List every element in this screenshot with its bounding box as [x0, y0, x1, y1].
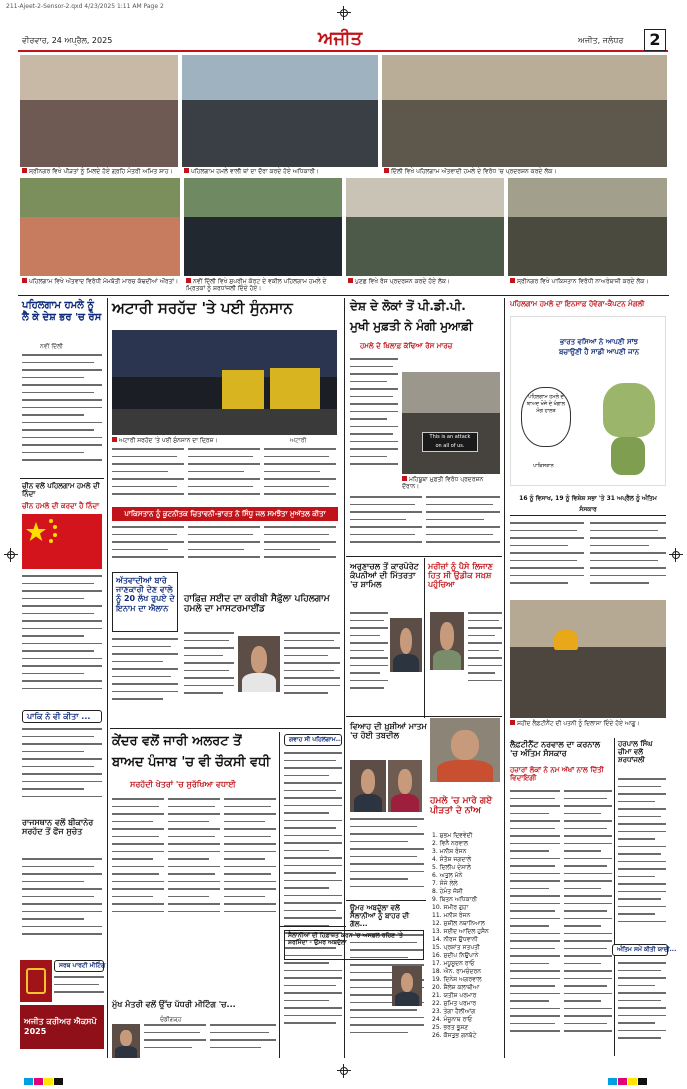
byline: ਨਵੀਂ ਦਿੱਲੀ	[40, 343, 63, 350]
byline: ਅਟਾਰੀ	[290, 437, 307, 444]
photo-caption: ਪਹਿਲਗਾਮ ਹਮਲੇ ਵਾਲੀ ਥਾਂ ਦਾ ਦੌਰਾ ਕਰਦੇ ਹੋਏ ਅਧਿਕਾਰੀ।	[184, 168, 378, 176]
article-text	[188, 448, 260, 503]
headline-survivor: ਮਰੀਜ਼ਾਂ ਨੂੰ ਪੈਸੇ ਲਿਜਾਣ ਹਿਤ ਸੀ ਉਡੀਕ ਸਖ਼ਸ਼ ਪਹੁੰਚਿਆ	[428, 562, 493, 590]
mini-headline: ਪਾਕਿ ਨੇ ਵੀ ਕੀਤਾ ...	[22, 710, 102, 723]
cartoon-caption: 16 ਨੂੰ ਵਿਸਾਖ, 19 ਨੂੰ ਵਿਸ਼ੇਸ਼ ਸਭਾ 'ਤੇ 31 ਅਪ੍ਰੈਲ ਨੂੰ ਅੰਤਿਮ ਸੰਸਕਾਰ	[510, 492, 666, 516]
list-item: 26. ਕੌਸਤੁਭ ਗਨਬੋਟੇ	[432, 1032, 477, 1039]
portrait-omar	[392, 966, 422, 1006]
issue-date: ਵੀਰਵਾਰ, 24 ਅਪ੍ਰੈਲ, 2025	[22, 36, 113, 45]
newspaper-logo: ਅਜੀਤ	[318, 28, 363, 49]
color-swatch	[54, 1078, 63, 1085]
article-text	[112, 638, 178, 713]
crosshair-icon	[337, 1064, 351, 1078]
divider	[424, 558, 425, 718]
list-item: 7. ਸੰਜੇ ਲੇਲੇ	[432, 880, 458, 887]
photo-candle-march	[20, 178, 180, 276]
expo-banner: ਅਜੀਤ ਕਰੀਅਰ ਐਕਸਪੋ 2025	[20, 1005, 104, 1049]
story-box-omar: ਸੈਲਾਨੀਆਂ ਦੀ ਹਿਫ਼ਾਜ਼ਤ ਕਰਨ 'ਚ ਅਸਫ਼ਲ ਰਹਿਣ 'ਤੇ ਸ਼ਰਮਿੰਦਾ - ਉਮਰ ਅਬਦੁੱਲਾ	[284, 930, 424, 960]
crosshair-icon	[4, 548, 18, 562]
headline-alert: ਬਾਅਦ ਪੰਜਾਬ 'ਚ ਵੀ ਚੌਕਸੀ ਵਧੀ	[112, 755, 271, 770]
list-item: 11. ਮਨੀਸ਼ ਰੰਜਨ	[432, 912, 471, 919]
list-item: 23. ਤੇਗਾ ਹੈਲੀਆਂਗ	[432, 1008, 476, 1015]
mini-headline: ਸਰਬ ਪਾਰਟੀ ਮੀਟਿੰਗ	[54, 960, 104, 972]
divider	[20, 478, 104, 479]
divider	[614, 738, 615, 1056]
headline-mehbooba: ਮੁਖੀ ਮੁਫ਼ਤੀ ਨੇ ਮੰਗੀ ਮੁਆਫ਼ੀ	[350, 319, 473, 333]
photo-poonch-protest	[346, 178, 504, 276]
article-text	[168, 798, 220, 938]
photo-supreme-court-lawyers	[184, 178, 342, 276]
headline-attari: ਅਟਾਰੀ ਸਰਹੱਦ 'ਤੇ ਪਈ ਸੁੰਨਸਾਨ	[112, 299, 293, 317]
list-item: 20. ਸ਼ੈਲੇਸ਼ ਕਲਾਥੀਆ	[432, 984, 480, 991]
color-swatch	[24, 1078, 33, 1085]
list-item: 13. ਸਈਦ ਆਦਿਲ ਹੁਸੈਨ	[432, 928, 489, 935]
headline-victims: ਹਮਲੇ 'ਚ ਮਾਰੇ ਗਏ ਪੀੜਤਾਂ ਦੇ ਨਾਂਅ	[430, 796, 493, 817]
article-text	[350, 358, 398, 493]
photo-bathinda-tribute	[510, 600, 666, 718]
protest-sign: This is an attack on all of us.	[422, 432, 478, 452]
list-item: 15. ਪ੍ਰਸ਼ਾਂਤ ਸਤਪਤੀ	[432, 944, 480, 951]
mini-headline: ਗਵਾਹ ਸੀ ਪਹਿਲਗਾਮ...	[284, 734, 342, 746]
portrait-saifullah	[238, 636, 280, 692]
portrait-survivor	[430, 612, 464, 670]
photo-caption: ਸ੍ਰੀਨਗਰ ਵਿਖੇ ਪੀੜਤਾਂ ਨੂੰ ਮਿਲਦੇ ਹੋਏ ਗ੍ਰਹਿ ਮੰਤਰੀ ਅਮਿਤ ਸ਼ਾਹ।	[22, 168, 178, 176]
photo-caption: ਪਹਿਲਗਾਮ ਵਿਖੇ ਅੱਤਵਾਦ ਵਿਰੋਧੀ ਮੋਮਬੱਤੀ ਮਾਰਚ ਕੱਢਦੀਆਂ ਔਰਤਾਂ।	[22, 278, 180, 293]
photo-mehbooba-protest	[402, 372, 500, 474]
article-text	[144, 1024, 206, 1060]
cartoon-thought: ਪਹਿਲਗਾਮ ਹਮਲੇ ਦੇ ਬਾਅਦ ਖੋਜੇ ਦੇ ਖੰਗਾਲ ਮੰਗ ਹਾਲਤ	[521, 387, 571, 447]
article-text	[210, 1024, 276, 1060]
photo-caption: ਨਵੀਂ ਦਿੱਲੀ ਵਿਖੇ ਸੁਪਰੀਮ ਕੋਰਟ ਦੇ ਵਕੀਲ ਪਹਿਲਗਾਮ ਹਮਲੇ ਦੇ ਮ੍ਰਿਤਕਾਂ ਨੂੰ ਸ਼ਰਧਾਂਜਲੀ ਦਿੰਦੇ ਹੋਏ।	[186, 278, 327, 292]
article-text	[426, 496, 500, 551]
divider	[346, 900, 426, 901]
headline-alert: ਕੇਂਦਰ ਵਲੋਂ ਜਾਰੀ ਅਲਰਟ ਤੋਂ	[112, 734, 242, 749]
color-swatch	[628, 1078, 637, 1085]
subheadline: ਹਜ਼ਾਰਾਂ ਲੋਕਾਂ ਨੇ ਨਮ ਅੱਖਾਂ ਨਾਲ ਦਿੱਤੀ ਵਿਦਾਇਗੀ	[510, 766, 604, 783]
article-text	[22, 858, 102, 953]
list-item: 9. ਬਿਤਨ ਅਧਿਕਾਰੀ	[432, 896, 478, 903]
divider	[280, 926, 346, 927]
article-text	[618, 778, 666, 938]
headline: ਰਾਜਸਥਾਨ ਵਲੋਂ ਬੀਕਾਨੇਰ ਸਰਹੱਦ ਤੋਂ ਫੌਜ ਸੁਚੇਤ	[22, 818, 94, 837]
photo-amit-shah	[20, 55, 178, 167]
subheadline: ਸਰਹੱਦੀ ਖੇਤਰਾਂ 'ਚ ਸੁਰੱਖਿਆ ਵਧਾਈ	[130, 780, 236, 789]
headline-cheema: ਹਰਪਾਲ ਸਿੰਘ ਚੀਮਾ ਵਲੋਂ ਸ਼ਰਧਾਂਜਲੀ	[618, 740, 653, 765]
article-text	[590, 522, 666, 596]
color-swatch	[44, 1078, 53, 1085]
list-item: 14. ਨੀਰਜ ਉਧਵਾਨੀ	[432, 936, 478, 943]
article-text	[350, 818, 424, 898]
subheadline: ਚੀਨ ਹਮਲੇ ਦੀ ਕਰਦਾ ਹੈ ਨਿੰਦਾ	[22, 502, 100, 510]
divider	[346, 556, 502, 557]
expo-logo-icon	[20, 960, 52, 1002]
article-text	[184, 632, 234, 712]
headline-omar: ਉਮਰ ਅਬਦੁੱਲਾ ਵਲੋਂ ਸੈਲਾਨੀਆਂ ਨੂੰ ਬਾਹਰ ਦੀ ਗੱਲ...	[350, 904, 410, 929]
portrait-bride	[388, 760, 422, 812]
crosshair-icon	[669, 548, 683, 562]
article-text	[112, 448, 184, 503]
list-item: 3. ਮਨੀਸ਼ ਰੰਜਨ	[432, 848, 467, 855]
photo-caption: ਮਹਿਬੂਬਾ ਮੁਫ਼ਤੀ ਵਿਰੋਧ ਪ੍ਰਦਰਸ਼ਨ ਦੌਰਾਨ।	[402, 476, 484, 490]
headline-cartoon: ਪਹਿਲਗਾਮ ਹਮਲੇ ਦਾ ਇਨਸਾਫ਼ ਹੋਵੇਗਾ-ਕੈਪਟਨ ਮੰਗਲੀ	[510, 300, 645, 308]
photo-caption: ਪੁਣਛ ਵਿਖੇ ਰੋਸ ਪ੍ਰਦਰਸ਼ਨ ਕਰਦੇ ਹੋਏ ਲੋਕ।	[348, 278, 504, 293]
photo-caption: ਅਟਾਰੀ ਸਰਹੱਦ 'ਤੇ ਪਈ ਸੁੰਨਸਾਨ ਦਾ ਦ੍ਰਿਸ਼।	[112, 437, 272, 445]
headline-vinay: ਵਿਆਹ ਦੀ ਖ਼ੁਸ਼ੀਆਂ ਮਾਤਮ 'ਚ ਹੋਈ ਤਬਦੀਲ	[350, 722, 427, 741]
print-info: 211-Ajeet-2-Sensor-2.qxd 4/23/2025 1:11 AM Page 2	[6, 3, 164, 10]
article-text	[22, 728, 102, 813]
article-text	[22, 575, 102, 703]
article-text	[264, 448, 336, 503]
list-item: 6. ਅਤੁਲ ਮੋਨੇ	[432, 872, 463, 879]
article-text	[350, 496, 422, 551]
color-swatch	[618, 1078, 627, 1085]
photo-caption: ਦਿੱਲੀ ਵਿਖੇ ਪਹਿਲਗਾਮ ਅੱਤਵਾਦੀ ਹਮਲੇ ਦੇ ਵਿਰੋਧ 'ਚ ਪ੍ਰਦਰਸ਼ਨ ਕਰਦੇ ਲੋਕ।	[384, 168, 667, 176]
cartoon-figure	[611, 437, 645, 475]
divider	[279, 732, 280, 1058]
article-text	[112, 798, 164, 938]
cartoon-speech: ਭਾਰਤ ਵਸਿਆਂ ਨੇ ਆਪਣੀ ਸਾਂਝ ਬਚਾਉਣੀ ਹੈ ਸਾਡੀ ਆਪਣੀ ਜਾਨ	[559, 338, 639, 356]
headline-narwal: ਲੈਫ਼ਟੀਨੈਂਟ ਨਰਵਾਲ ਦਾ ਕਰਨਾਲ 'ਚ ਅੰਤਿਮ ਸੰਸਕਾਰ	[510, 740, 601, 759]
headline-mehbooba: ਦੇਸ਼ ਦੇ ਲੋਕਾਂ ਤੋਂ ਪੀ.ਡੀ.ਪੀ.	[350, 299, 466, 313]
article-text	[284, 632, 340, 712]
photo-officials-visit	[182, 55, 378, 167]
mini-headline: ਅੰਤਿਮ ਸਮੇਂ ਕੀਤੀ ਯਾਦੀ...	[612, 944, 668, 956]
cartoon-figure	[603, 383, 655, 437]
portrait-victim-main	[430, 718, 500, 782]
portrait-victim	[390, 618, 422, 672]
article-text	[284, 752, 342, 1052]
portrait-vinay	[350, 760, 386, 812]
portrait-cm	[112, 1024, 140, 1058]
cartoon: ਭਾਰਤ ਵਸਿਆਂ ਨੇ ਆਪਣੀ ਸਾਂਝ ਬਚਾਉਣੀ ਹੈ ਸਾਡੀ ਆਪਣੀ ਜਾਨ ਪਹਿਲਗਾਮ ਹਮਲੇ ਦੇ ਬਾਅਦ ਖੋਜੇ ਦੇ ਖੰਗਾਲ ਮੰਗ ਹਾਲਤ ਪਾਕਿਸਤਾਨ	[510, 316, 666, 486]
headline-cm: ਮੁੱਖ ਮੰਤਰੀ ਵਲੋਂ ਉੱਚ ਪੱਧਰੀ ਮੀਟਿੰਗ 'ਚ...	[112, 1000, 236, 1009]
article-text	[54, 976, 104, 1002]
list-item: 17. ਮਧੂਸੂਦਨ ਰਾਓ	[432, 960, 475, 967]
divider	[110, 728, 342, 729]
color-swatch	[608, 1078, 617, 1085]
list-item: 4. ਸੰਤੋਸ਼ ਜਗਦਾਲੇ	[432, 856, 472, 863]
article-text	[224, 798, 276, 938]
list-item: 19. ਦਿਨੇਸ਼ ਅਗਰਵਾਲ	[432, 976, 482, 983]
list-item: 5. ਦਿਲੀਪ ਦੇਸਾਲੇ	[432, 864, 471, 871]
article-text	[264, 526, 336, 568]
color-swatch	[34, 1078, 43, 1085]
edition-city: ਅਜੀਤ, ਜਲੰਧਰ	[578, 36, 624, 45]
headline: ਪਹਿਲਗਾਮ ਹਮਲੇ ਨੂੰ ਲੈ ਕੇ ਦੇਸ਼ ਭਰ 'ਚ ਰੋਸ	[22, 300, 102, 323]
list-item: 12. ਸੁਸ਼ੀਲ ਨਥਾਨਿਆਲ	[432, 920, 485, 927]
article-text	[510, 522, 584, 596]
divider	[107, 298, 108, 1058]
divider	[18, 295, 669, 296]
list-item: 8. ਹੇਮੰਤ ਜੋਸ਼ੀ	[432, 888, 463, 895]
byline: ਚੰਡੀਗੜ੍ਹ	[160, 1016, 182, 1023]
banner-pakistan: ਪਾਕਿਸਤਾਨ ਨੂੰ ਕੂਟਨੀਤਕ ਚਿਤਾਵਨੀ-ਭਾਰਤ ਨੇ ਸਿੰਧੂ ਜਲ ਸਮਝੌਤਾ ਮੁਅੱਤਲ ਕੀਤਾ	[112, 507, 338, 521]
page-number: 2	[644, 29, 666, 51]
divider	[346, 716, 502, 717]
list-item: 25. ਭਰਤ ਭੂਸ਼ਣ	[432, 1024, 469, 1031]
masthead	[18, 28, 668, 52]
story-box-reward: ਅੱਤਵਾਦੀਆਂ ਬਾਰੇ ਜਾਣਕਾਰੀ ਦੇਣ ਵਾਲੇ ਨੂੰ 20 ਲੱਖ ਰੁਪਏ ਦੇ ਇਨਾਮ ਦਾ ਐਲਾਨ	[112, 572, 178, 632]
subheadline: ਹਮਲੇ ਦੇ ਖ਼ਿਲਾਫ਼ ਕੱਢਿਆ ਰੋਸ ਮਾਰਚ	[360, 342, 453, 350]
china-flag-icon	[22, 514, 102, 569]
headline-hafiz: ਹਾਫ਼ਿਜ਼ ਸਈਦ ਦਾ ਕਰੀਬੀ ਸੈਫ਼ੁੱਲਾ ਪਹਿਲਗਾਮ ਹਮਲੇ ਦਾ ਮਾਸਟਰਮਾਈਂਡ	[184, 594, 330, 615]
article-text	[112, 526, 184, 568]
photo-caption: ਸ਼ਹੀਦ ਲੈਫ਼ਟੀਨੈਂਟ ਦੀ ਪਤਨੀ ਨੂੰ ਦਿਲਾਸਾ ਦਿੰਦੇ ਹੋਏ ਆਗੂ।	[510, 720, 666, 734]
list-item: 16. ਸੁਦੀਪ ਨਿਉਪਾਨੇ	[432, 952, 479, 959]
photo-delhi-protest	[382, 55, 667, 167]
article-text	[510, 790, 560, 1055]
crosshair-icon	[337, 6, 351, 20]
list-item: 2. ਵਿਨੈ ਨਰਵਾਲ	[432, 840, 468, 847]
article-text	[22, 354, 102, 472]
article-text	[468, 612, 502, 707]
list-item: 18. ਐਨ. ਰਾਮਚੰਦਰਨ	[432, 968, 482, 975]
list-item: 22. ਸੁਮਿਤ ਪਰਮਾਰ	[432, 1000, 477, 1007]
list-item: 10. ਸਮੀਰ ਗੁਹਾ	[432, 904, 469, 911]
photo-caption: ਸ੍ਰੀਨਗਰ ਵਿਖੇ ਪਾਕਿਸਤਾਨ ਵਿਰੋਧੀ ਨਾਅਰੇਬਾਜ਼ੀ ਕਰਦੇ ਲੋਕ।	[510, 278, 667, 293]
photo-srinagar-protest	[508, 178, 667, 276]
divider	[504, 298, 505, 1058]
list-item: 24. ਮੰਜੂਨਾਥ ਰਾਓ	[432, 1016, 473, 1023]
article-text	[618, 962, 666, 1054]
headline-arunachal: ਅਰੁਣਾਚਲ ਤੋਂ ਕਾਰਪੋਰੇਟ ਕੰਪਨੀਆਂ ਦੀ ਮਿੱਤਰਤਾ 'ਚ ਸ਼ਾਮਿਲ	[350, 562, 419, 590]
list-item: 21. ਯਤੀਸ਼ ਪਰਮਾਰ	[432, 992, 477, 999]
list-item: 1. ਸ਼ੁਭਮ ਦ੍ਵਿਵੇਦੀ	[432, 832, 473, 839]
color-swatch	[638, 1078, 647, 1085]
article-text	[350, 612, 388, 707]
article-text	[188, 526, 260, 568]
headline: ਚੀਨ ਵਲੋਂ ਪਹਿਲਗਾਮ ਹਮਲੇ ਦੀ ਨਿੰਦਾ	[22, 482, 100, 499]
article-text	[564, 790, 612, 1055]
photo-attari-border	[112, 330, 337, 435]
